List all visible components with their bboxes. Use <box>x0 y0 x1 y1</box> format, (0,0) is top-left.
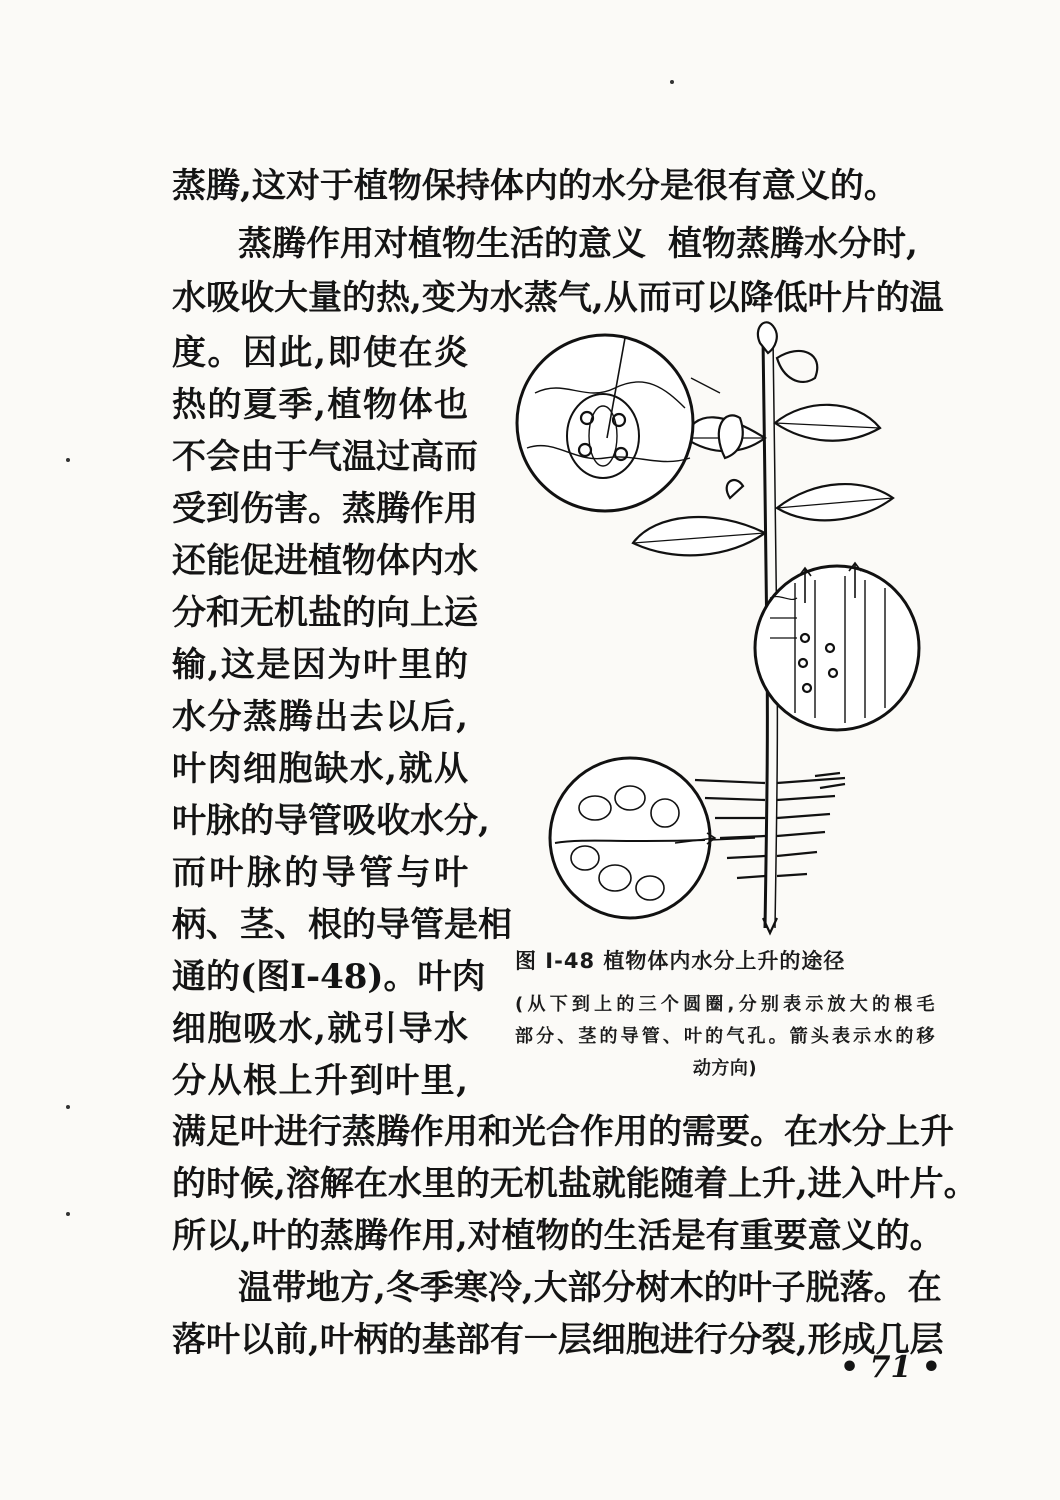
figure-caption-note: 部分、茎的导管、叶的气孔。箭头表示水的移 <box>515 1026 935 1047</box>
text-line: 蒸腾,这对于植物保持体内的水分是很有意义的。 <box>172 166 898 206</box>
text-line: 温带地方,冬季寒冷,大部分树木的叶子脱落。在 <box>238 1268 942 1308</box>
text-line: 落叶以前,叶柄的基部有一层细胞进行分裂,形成几层 <box>172 1320 944 1360</box>
text-line: 热的夏季,植物体也 <box>172 385 468 425</box>
page-number: • 71 • <box>840 1350 941 1385</box>
text-line: 不会由于气温过高而 <box>172 437 478 477</box>
text-line: 而叶脉的导管与叶 <box>172 853 468 893</box>
figure-caption-note: 动方向) <box>692 1058 758 1079</box>
text-line: 输,这是因为叶里的 <box>172 645 468 685</box>
text-line: 所以,叶的蒸腾作用,对植物的生活是有重要意义的。 <box>172 1216 944 1256</box>
text-line: 受到伤害。蒸腾作用 <box>172 489 478 529</box>
figure-caption-note: (从下到上的三个圆圈,分别表示放大的根毛 <box>515 994 935 1015</box>
text-line: 柄、茎、根的导管是相 <box>172 905 512 945</box>
text-line: 度。因此,即使在炎 <box>172 333 468 373</box>
text-line: 通的(图I-48)。叶肉 <box>172 957 486 997</box>
print-speck <box>66 1212 70 1216</box>
section-heading: 蒸腾作用对植物生活的意义 <box>238 224 646 264</box>
text-line: 叶脉的导管吸收水分, <box>172 801 490 841</box>
text-line: 分从根上升到叶里, <box>172 1061 468 1101</box>
text-line: 分和无机盐的向上运 <box>172 593 478 633</box>
print-speck <box>670 80 674 84</box>
text-line: 满足叶进行蒸腾作用和光合作用的需要。在水分上升 <box>172 1112 954 1152</box>
print-speck <box>66 458 70 462</box>
figure-caption-title: 图 I-48 植物体内水分上升的途径 <box>515 949 846 973</box>
print-speck <box>66 1105 70 1109</box>
text-line: 的时候,溶解在水里的无机盐就能随着上升,进入叶片。 <box>172 1164 978 1204</box>
text-line: 细胞吸水,就引导水 <box>172 1009 468 1049</box>
text-line: 叶肉细胞缺水,就从 <box>172 749 468 789</box>
text-line: 水吸收大量的热,变为水蒸气,从而可以降低叶片的温 <box>172 278 944 318</box>
text-line: 水分蒸腾出去以后, <box>172 697 468 737</box>
text-line: 植物蒸腾水分时, <box>668 224 918 264</box>
text-line: 还能促进植物体内水 <box>172 541 478 581</box>
plant-water-pathway-figure <box>515 318 935 938</box>
